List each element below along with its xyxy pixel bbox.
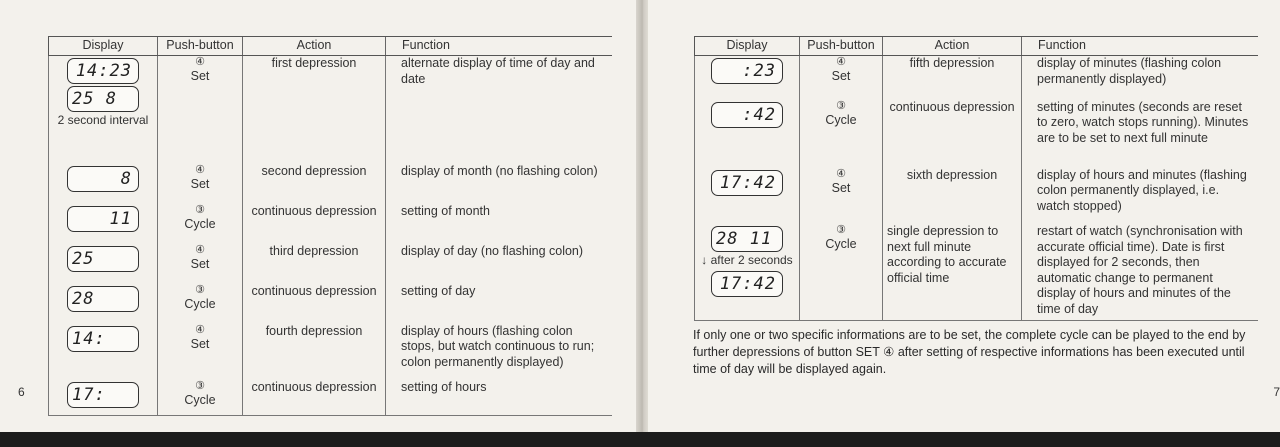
button-label: Cycle: [184, 392, 216, 407]
function-cell: display of hours and minutes (flashing colon permanently displayed, i.e. watch stopped): [1022, 168, 1259, 224]
lcd-display: 8: [67, 166, 139, 192]
function-cell: setting of day: [386, 284, 613, 324]
button-label: Set: [831, 69, 851, 83]
function-cell: setting of minutes (seconds are reset to zero, watch stops running). Minutes are to be set to next full minute: [1022, 100, 1259, 168]
left-table-body: [49, 56, 613, 416]
button-number-icon: ③: [195, 203, 205, 216]
table-row: [695, 56, 1259, 100]
action-cell: continuous depression: [243, 284, 386, 324]
button-number-icon: ④: [195, 243, 205, 256]
header-push-button: Push-button: [800, 37, 883, 56]
lcd-display: 14:23: [67, 58, 139, 84]
display-cell: [49, 324, 158, 380]
push-button-cell: [158, 56, 243, 164]
display-cell: [695, 224, 800, 320]
push-button-cell: [158, 204, 243, 244]
button-label: Cycle: [825, 237, 857, 252]
lcd-display: :42: [711, 102, 783, 128]
push-button-cell: [800, 224, 883, 320]
action-cell: continuous depression: [243, 380, 386, 416]
function-cell: setting of hours: [386, 380, 613, 416]
push-button-cell: [158, 164, 243, 204]
function-cell: display of minutes (flashing colon permanently displayed): [1022, 56, 1259, 100]
push-button-cell: [800, 56, 883, 100]
action-cell: continuous depression: [243, 204, 386, 244]
header-action: Action: [883, 37, 1022, 56]
right-instruction-table: [694, 36, 1258, 321]
right-table-body: [695, 56, 1259, 321]
display-cell: [49, 56, 158, 164]
button-number-icon: ③: [836, 99, 846, 112]
function-cell: restart of watch (synchronisation with accurate official time). Date is first displayed for 2 seconds, then automatic change to permanent display of hours and minutes of the time of day: [1022, 224, 1259, 320]
action-cell: first depression: [243, 56, 386, 164]
function-cell: setting of month: [386, 204, 613, 244]
push-button-cell: [158, 284, 243, 324]
lcd-display: :23: [711, 58, 783, 84]
function-cell: display of hours (flashing colon stops, but watch continuous to run; colon permanently displayed): [386, 324, 613, 380]
left-instruction-table: [48, 36, 612, 416]
table-row: [695, 224, 1259, 320]
push-button-cell: [800, 100, 883, 168]
lcd-display: 17:: [67, 382, 139, 408]
display-note: ↓ after 2 seconds: [701, 253, 793, 268]
display-cell: [49, 204, 158, 244]
lcd-display: 14:: [67, 326, 139, 352]
display-cell: [49, 164, 158, 204]
button-label: Set: [190, 336, 210, 351]
lcd-display: 28 11: [711, 226, 783, 252]
action-cell: fifth depression: [883, 56, 1022, 100]
display-cell: [695, 100, 800, 168]
table-row: [49, 204, 613, 244]
lcd-display: 25: [67, 246, 139, 272]
button-number-icon: ④: [836, 167, 846, 180]
action-cell: second depression: [243, 164, 386, 204]
button-label: Set: [190, 69, 210, 83]
button-number-icon: ③: [195, 283, 205, 296]
button-number-icon: ④: [195, 56, 205, 68]
function-cell: alternate display of time of day and date: [386, 56, 613, 164]
display-cell: [49, 244, 158, 284]
display-cell: [695, 168, 800, 224]
table-row: [49, 380, 613, 416]
lcd-display: 17:42: [711, 170, 783, 196]
table-row: [49, 164, 613, 204]
button-number-icon: ③: [195, 379, 205, 392]
function-cell: display of day (no flashing colon): [386, 244, 613, 284]
action-cell: fourth depression: [243, 324, 386, 380]
button-number-icon: ③: [836, 224, 846, 237]
button-label: Cycle: [825, 112, 857, 127]
display-cell: [695, 56, 800, 100]
header-action: Action: [243, 37, 386, 56]
display-note: 2 second interval: [57, 113, 149, 127]
button-number-icon: ④: [195, 163, 205, 176]
function-cell: display of month (no flashing colon): [386, 164, 613, 204]
push-button-cell: [158, 380, 243, 416]
action-cell: third depression: [243, 244, 386, 284]
header-push-button: Push-button: [158, 37, 243, 56]
note-paragraph: If only one or two specific informations are to be set, the complete cycle can be played to the end by further depressions of button SET ④ after setting of respective informations has been executed until time of day will be displayed again.: [693, 328, 1246, 376]
action-cell: single depression to next full minute according to accurate official time: [883, 224, 1022, 320]
display-cell: [49, 380, 158, 416]
button-label: Cycle: [184, 296, 216, 311]
table-row: [49, 324, 613, 380]
button-label: Set: [190, 256, 210, 271]
right-page: [648, 0, 1280, 432]
push-button-cell: [800, 168, 883, 224]
left-page: [0, 0, 638, 432]
lcd-display: 28: [67, 286, 139, 312]
table-row: [49, 244, 613, 284]
page-number: 7: [1273, 385, 1280, 399]
action-cell: continuous depression: [883, 100, 1022, 168]
push-button-cell: [158, 244, 243, 284]
button-label: Set: [831, 180, 851, 195]
lcd-display: 25 8: [67, 86, 139, 112]
header-function: Function: [386, 37, 613, 56]
action-cell: sixth depression: [883, 168, 1022, 224]
button-number-icon: ④: [195, 323, 205, 336]
header-display: Display: [695, 37, 800, 56]
button-label: Cycle: [184, 216, 216, 231]
header-function: Function: [1022, 37, 1259, 56]
table-row: [695, 100, 1259, 168]
table-row: [695, 168, 1259, 224]
push-button-cell: [158, 324, 243, 380]
table-row: [49, 56, 613, 164]
page-number: 6: [18, 385, 25, 399]
header-display: Display: [49, 37, 158, 56]
button-number-icon: ④: [836, 56, 846, 68]
button-label: Set: [190, 176, 210, 191]
lcd-display: 11: [67, 206, 139, 232]
display-cell: [49, 284, 158, 324]
lcd-display: 17:42: [711, 271, 783, 297]
table-row: [49, 284, 613, 324]
